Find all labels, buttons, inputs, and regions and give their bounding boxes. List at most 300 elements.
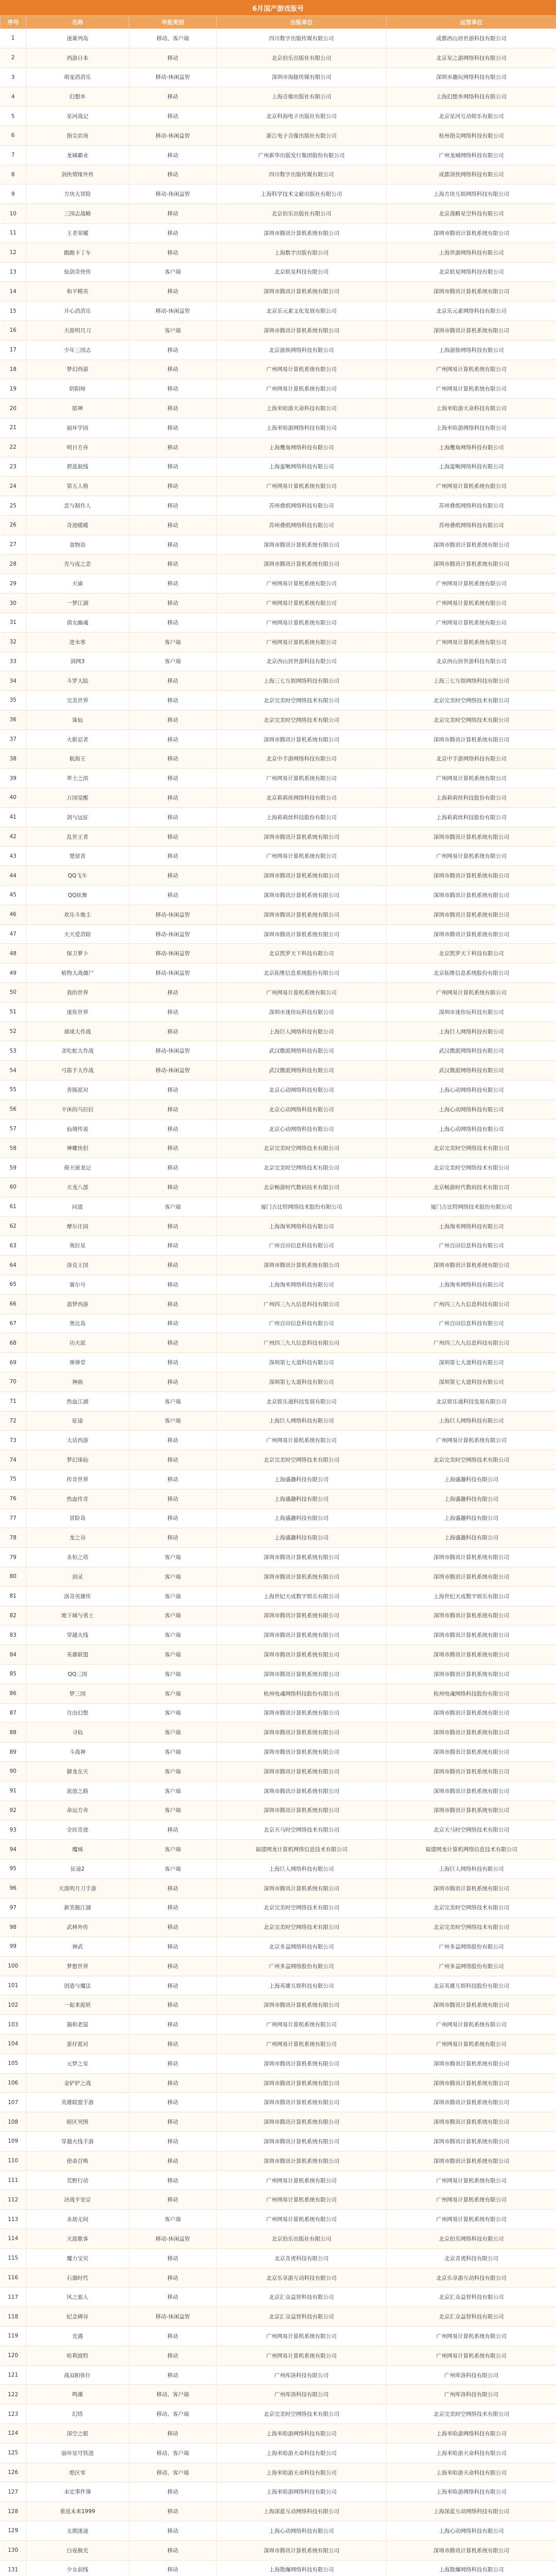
cell-name: 崩坏学园 [26, 418, 129, 437]
cell-index: 17 [1, 340, 26, 360]
table-row [1, 2463, 556, 2482]
cell-name: 英雄联盟 [26, 1645, 129, 1665]
cell-index: 25 [1, 496, 26, 516]
cell-category: 移动 [129, 2035, 217, 2054]
cell-publisher: 北京科海电子出版社有限公司 [217, 107, 387, 126]
cell-index: 31 [1, 613, 26, 632]
cell-operator: 武汉微派网络科技有限公司 [387, 1061, 556, 1080]
table-row [1, 145, 556, 165]
cell-operator: 上海心动网络科技有限公司 [387, 1119, 556, 1139]
cell-publisher: 上海巨人网络科技有限公司 [217, 1859, 387, 1878]
cell-index: 23 [1, 457, 26, 477]
cell-category: 移动 [129, 2365, 217, 2385]
cell-operator: 广州网易计算机系统有限公司 [387, 846, 556, 866]
cell-name: 神雕侠侣 [26, 1139, 129, 1158]
table-row [1, 1684, 556, 1703]
cell-index: 100 [1, 1956, 26, 1976]
cell-index: 106 [1, 2073, 26, 2093]
cell-index: 118 [1, 2307, 26, 2327]
cell-category: 移动 [129, 340, 217, 360]
cell-index: 12 [1, 243, 26, 262]
cell-name: 指尖农场 [26, 126, 129, 145]
table-row [1, 2502, 556, 2521]
cell-category: 移动 [129, 2073, 217, 2093]
cell-category: 客户端 [129, 632, 217, 652]
cell-index: 99 [1, 1937, 26, 1957]
cell-category: 移动 [129, 1333, 217, 1353]
cell-operator: 苏州叠纸网络科技有限公司 [387, 496, 556, 516]
table-row [1, 846, 556, 866]
cell-name: 风之旅人 [26, 2287, 129, 2307]
cell-index: 93 [1, 1820, 26, 1840]
cell-name: 三国志战略 [26, 204, 129, 224]
cell-category: 移动 [129, 2540, 217, 2560]
cell-category: 移动、客户端 [129, 29, 217, 48]
table-row [1, 2210, 556, 2229]
cell-name: 荒野行动 [26, 2171, 129, 2190]
cell-publisher: 深圳市腾讯计算机系统有限公司 [217, 1723, 387, 1742]
cell-index: 128 [1, 2502, 26, 2521]
cell-name: 方块大冒险 [26, 184, 129, 204]
cell-name: 热血江湖 [26, 1392, 129, 1411]
cell-operator: 深圳市腾讯计算机系统有限公司 [387, 1606, 556, 1625]
license-table [0, 15, 556, 2576]
cell-name: 球球大作战 [26, 1022, 129, 1041]
table-row [1, 1256, 556, 1275]
cell-index: 81 [1, 1586, 26, 1606]
table-row [1, 477, 556, 496]
cell-operator: 广州库洛科技有限公司 [387, 2365, 556, 2385]
cell-index: 73 [1, 1431, 26, 1450]
cell-publisher: 北京娱乐通科技发展有限公司 [217, 1392, 387, 1411]
cell-operator: 北京完美时空网络技术有限公司 [387, 2404, 556, 2424]
cell-category: 移动 [129, 1236, 217, 1256]
table-header-row [1, 16, 556, 29]
cell-operator: 上海米哈游天命科技有限公司 [387, 399, 556, 418]
table-row [1, 2190, 556, 2210]
cell-publisher: 广州网易计算机系统有限公司 [217, 846, 387, 866]
cell-publisher: 浙江电子音像出版社有限公司 [217, 126, 387, 145]
cell-index: 3 [1, 67, 26, 87]
cell-publisher: 深圳市腾讯计算机系统有限公司 [217, 320, 387, 340]
cell-name: 武林外传 [26, 1918, 129, 1937]
cell-category: 移动、客户端 [129, 2404, 217, 2424]
cell-publisher: 上海淘米网络科技有限公司 [217, 1216, 387, 1236]
cell-operator: 深圳第七大道科技有限公司 [387, 1353, 556, 1372]
cell-index: 83 [1, 1625, 26, 1645]
cell-publisher: 深圳市腾讯计算机系统有限公司 [217, 1801, 387, 1820]
cell-index: 26 [1, 515, 26, 535]
cell-operator: 广州多益网络股份有限公司 [387, 1937, 556, 1957]
cell-category: 移动-休闲益智 [129, 924, 217, 944]
cell-name: 征途2 [26, 1859, 129, 1878]
table-row [1, 769, 556, 788]
cell-operator: 北京奇虎科技有限公司 [387, 2248, 556, 2268]
cell-name: 穿越火线 [26, 1625, 129, 1645]
table-row [1, 1742, 556, 1762]
cell-operator: 北京完美时空网络技术有限公司 [387, 710, 556, 730]
cell-operator: 杭州电魂网络科技股份有限公司 [387, 1684, 556, 1703]
cell-index: 131 [1, 2560, 26, 2576]
cell-publisher: 深圳市海豚传媒有限公司 [217, 67, 387, 87]
cell-publisher: 上海科学技术文献出版社有限公司 [217, 184, 387, 204]
table-row [1, 48, 556, 67]
cell-name: 洛克王国 [26, 1256, 129, 1275]
cell-publisher: 深圳市腾讯计算机系统有限公司 [217, 2093, 387, 2112]
cell-operator: 深圳市腾讯计算机系统有限公司 [387, 282, 556, 301]
table-row [1, 1216, 556, 1236]
cell-index: 41 [1, 807, 26, 827]
cell-operator: 上海米哈游网络科技有限公司 [387, 2424, 556, 2444]
cell-publisher: 广州网易计算机系统有限公司 [217, 2190, 387, 2210]
cell-operator: 深圳市腾讯计算机系统有限公司 [387, 886, 556, 905]
cell-publisher: 深圳第七大道科技有限公司 [217, 1353, 387, 1372]
cell-operator: 北京中手游网络科技有限公司 [387, 749, 556, 769]
cell-category: 移动 [129, 1216, 217, 1236]
cell-name: 倩女幽魂 [26, 613, 129, 632]
cell-name: 剑侠情缘外传 [26, 165, 129, 184]
cell-category: 移动 [129, 1956, 217, 1976]
cell-index: 60 [1, 1178, 26, 1197]
cell-publisher: 广州四三九九信息科技有限公司 [217, 1333, 387, 1353]
cell-publisher: 深圳市腾讯计算机系统有限公司 [217, 886, 387, 905]
cell-category: 客户端 [129, 1781, 217, 1801]
cell-operator: 北京汇众益智科技有限公司 [387, 2307, 556, 2327]
cell-name: 穿越火线手游 [26, 2132, 129, 2151]
cell-publisher: 广州新华出版发行集团股份有限公司 [217, 145, 387, 165]
cell-operator: 深圳市腾讯计算机系统有限公司 [387, 1995, 556, 2015]
table-row [1, 1859, 556, 1878]
table-row [1, 1314, 556, 1333]
cell-operator: 北京凯罗天下科技有限公司 [387, 944, 556, 963]
cell-index: 58 [1, 1139, 26, 1158]
cell-name: 使命召唤 [26, 2151, 129, 2171]
cell-category: 移动-休闲益智 [129, 301, 217, 321]
cell-operator: 深圳市迷你玩科技有限公司 [387, 1002, 556, 1022]
table-row [1, 1236, 556, 1256]
cell-publisher: 深圳第七大道科技有限公司 [217, 1372, 387, 1392]
cell-index: 19 [1, 379, 26, 399]
cell-name: 开心消消乐 [26, 301, 129, 321]
cell-name: 少女前线 [26, 2560, 129, 2576]
cell-publisher: 广州网易计算机系统有限公司 [217, 594, 387, 613]
cell-publisher: 深圳市腾讯计算机系统有限公司 [217, 866, 387, 886]
cell-operator: 广州四三九九信息科技有限公司 [387, 1333, 556, 1353]
cell-publisher: 深圳市腾讯计算机系统有限公司 [217, 2132, 387, 2151]
cell-category: 移动-休闲益智 [129, 1061, 217, 1080]
table-row [1, 2093, 556, 2112]
cell-publisher: 广州网易计算机系统有限公司 [217, 574, 387, 594]
cell-category: 客户端 [129, 1197, 217, 1216]
cell-name: 地下城与勇士 [26, 1606, 129, 1625]
cell-publisher: 北京凯罗天下科技有限公司 [217, 944, 387, 963]
cell-operator: 广州网易计算机系统有限公司 [387, 2171, 556, 2190]
cell-category: 移动 [129, 48, 217, 67]
cell-operator: 上海鹰角网络科技有限公司 [387, 437, 556, 457]
cell-operator: 上海盛趣科技有限公司 [387, 1528, 556, 1548]
cell-name: 植物大战僵尸 [26, 963, 129, 983]
cell-name: 完美世界 [26, 691, 129, 710]
cell-name: 少年三国志 [26, 340, 129, 360]
table-row [1, 574, 556, 594]
cell-name: 逆水寒 [26, 632, 129, 652]
cell-operator: 北京星之游网络科技有限公司 [387, 48, 556, 67]
cell-category: 移动 [129, 437, 217, 457]
cell-name: 魔力宝贝 [26, 2248, 129, 2268]
cell-operator: 广州网易计算机系统有限公司 [387, 360, 556, 379]
cell-publisher: 苏州叠纸网络科技有限公司 [217, 496, 387, 516]
cell-index: 34 [1, 671, 26, 691]
cell-index: 33 [1, 652, 26, 671]
cell-publisher: 北京汇众益智科技有限公司 [217, 2307, 387, 2327]
cell-publisher: 上海深蓝互动网络科技有限公司 [217, 2502, 387, 2521]
cell-operator: 上海米哈游天命科技有限公司 [387, 2463, 556, 2482]
cell-index: 107 [1, 2093, 26, 2112]
cell-publisher: 北京西山居世游科技有限公司 [217, 652, 387, 671]
table-row [1, 515, 556, 535]
cell-name: 御龙在天 [26, 1761, 129, 1781]
cell-category: 移动 [129, 379, 217, 399]
cell-index: 78 [1, 1528, 26, 1548]
cell-name: 天涯歌客 [26, 2229, 129, 2249]
cell-name: 洛奇英雄传 [26, 1586, 129, 1606]
cell-publisher: 北京伯乐出版社有限公司 [217, 2229, 387, 2249]
table-row [1, 671, 556, 691]
cell-operator: 广州网易计算机系统有限公司 [387, 477, 556, 496]
table-row [1, 866, 556, 886]
cell-index: 98 [1, 1918, 26, 1937]
cell-publisher: 北京完美时空网络技术有限公司 [217, 710, 387, 730]
cell-operator: 上海世游网络科技有限公司 [387, 243, 556, 262]
cell-name: 和平精英 [26, 282, 129, 301]
cell-publisher: 北京心动网络科技有限公司 [217, 1099, 387, 1119]
cell-operator: 深圳市腾讯计算机系统有限公司 [387, 730, 556, 749]
cell-index: 105 [1, 2054, 26, 2073]
table-row [1, 1099, 556, 1119]
cell-index: 113 [1, 2210, 26, 2229]
cell-operator: 上海盛趣科技有限公司 [387, 1469, 556, 1489]
cell-name: 梦幻西游 [26, 360, 129, 379]
cell-category: 移动 [129, 1918, 217, 1937]
cell-category: 移动 [129, 282, 217, 301]
cell-name: 斗罗大陆 [26, 671, 129, 691]
cell-operator: 北京完美时空网络技术有限公司 [387, 1450, 556, 1470]
cell-operator: 北京软星网络科技有限公司 [387, 262, 556, 282]
cell-operator: 北京完美时空网络技术有限公司 [387, 1898, 556, 1918]
cell-publisher: 深圳市腾讯计算机系统有限公司 [217, 2073, 387, 2093]
cell-publisher: 苏州叠纸网络科技有限公司 [217, 515, 387, 535]
cell-category: 移动 [129, 710, 217, 730]
table-row [1, 2151, 556, 2171]
cell-name: 保卫萝卜 [26, 944, 129, 963]
cell-name: 香肠派对 [26, 1080, 129, 1100]
cell-category: 移动 [129, 886, 217, 905]
cell-category: 客户端 [129, 2210, 217, 2229]
cell-index: 91 [1, 1781, 26, 1801]
cell-category: 移动、客户端 [129, 2463, 217, 2482]
cell-category: 移动 [129, 1995, 217, 2015]
cell-name: 龙城霸业 [26, 145, 129, 165]
cell-index: 114 [1, 2229, 26, 2249]
cell-publisher: 广州网易计算机系统有限公司 [217, 477, 387, 496]
cell-category: 移动 [129, 2093, 217, 2112]
cell-name: 传奇世界 [26, 1469, 129, 1489]
cell-name: 弓箭手大作战 [26, 1061, 129, 1080]
cell-index: 70 [1, 1372, 26, 1392]
cell-publisher: 广州网易计算机系统有限公司 [217, 2171, 387, 2190]
cell-name: 征途 [26, 1411, 129, 1431]
cell-name: 无期迷途 [26, 2521, 129, 2541]
table-row [1, 1548, 556, 1567]
cell-name: 光遇 [26, 2327, 129, 2346]
cell-name: 一梦江湖 [26, 594, 129, 613]
cell-name: 龙之谷 [26, 1528, 129, 1548]
cell-publisher: 北京软星科技有限公司 [217, 262, 387, 282]
table-row [1, 418, 556, 437]
table-row [1, 437, 556, 457]
cell-operator: 苏州叠纸网络科技有限公司 [387, 515, 556, 535]
cell-name: 乱世王者 [26, 827, 129, 846]
cell-operator: 上海淘米网络科技有限公司 [387, 1275, 556, 1295]
table-row [1, 1567, 556, 1586]
cell-index: 94 [1, 1840, 26, 1859]
cell-name: 赛尔号 [26, 1275, 129, 1295]
cell-category: 移动、客户端 [129, 2385, 217, 2404]
cell-name: 天谕 [26, 574, 129, 594]
cell-name: 食物语 [26, 535, 129, 554]
cell-index: 95 [1, 1859, 26, 1878]
cell-category: 客户端 [129, 1723, 217, 1742]
table-row [1, 2035, 556, 2054]
cell-publisher: 上海米哈游天命科技有限公司 [217, 2463, 387, 2482]
cell-category: 移动、客户端 [129, 2443, 217, 2463]
cell-publisher: 武汉微派网络科技有限公司 [217, 1061, 387, 1080]
table-row [1, 1703, 556, 1723]
cell-operator: 深圳市趣玩网络科技有限公司 [387, 67, 556, 87]
cell-publisher: 广州网易计算机系统有限公司 [217, 769, 387, 788]
cell-name: 天龙八部 [26, 1178, 129, 1197]
cell-category: 移动 [129, 1178, 217, 1197]
cell-index: 49 [1, 963, 26, 983]
cell-index: 14 [1, 282, 26, 301]
cell-index: 74 [1, 1450, 26, 1470]
cell-category: 移动 [129, 1099, 217, 1119]
cell-publisher: 深圳市腾讯计算机系统有限公司 [217, 1645, 387, 1665]
cell-index: 10 [1, 204, 26, 224]
table-row [1, 262, 556, 282]
cell-operator: 深圳市腾讯计算机系统有限公司 [387, 2073, 556, 2093]
cell-operator: 北京英雄互娱科技股份有限公司 [387, 1976, 556, 1995]
cell-publisher: 北京天马时空网络技术有限公司 [217, 1820, 387, 1840]
cell-category: 移动 [129, 2327, 217, 2346]
cell-category: 移动 [129, 535, 217, 554]
cell-operator: 上海莉莉丝科技股份有限公司 [387, 788, 556, 808]
table-row [1, 1723, 556, 1742]
cell-operator: 深圳第七大道科技有限公司 [387, 1372, 556, 1392]
cell-operator: 上海米哈游网络科技有限公司 [387, 418, 556, 437]
cell-index: 71 [1, 1392, 26, 1411]
cell-category: 客户端 [129, 1586, 217, 1606]
cell-category: 移动-休闲益智 [129, 2307, 217, 2327]
table-row [1, 2327, 556, 2346]
cell-index: 126 [1, 2463, 26, 2482]
cell-publisher: 上海米哈游网络科技有限公司 [217, 2424, 387, 2444]
table-row [1, 730, 556, 749]
cell-publisher: 上海心动网络科技有限公司 [217, 2521, 387, 2541]
cell-operator: 成都西山居世游科技有限公司 [387, 29, 556, 48]
cell-category: 移动 [129, 107, 217, 126]
cell-category: 客户端 [129, 1664, 217, 1684]
cell-category: 移动 [129, 846, 217, 866]
cell-category: 移动 [129, 769, 217, 788]
table-row [1, 2346, 556, 2365]
cell-publisher: 上海莉莉丝科技股份有限公司 [217, 807, 387, 827]
cell-category: 移动 [129, 515, 217, 535]
table-row [1, 924, 556, 944]
cell-operator: 深圳市腾讯计算机系统有限公司 [387, 827, 556, 846]
cell-publisher: 广州网易计算机系统有限公司 [217, 379, 387, 399]
cell-index: 27 [1, 535, 26, 554]
cell-index: 18 [1, 360, 26, 379]
cell-publisher: 北京完美时空网络技术有限公司 [217, 2404, 387, 2424]
cell-index: 68 [1, 1333, 26, 1353]
cell-index: 67 [1, 1314, 26, 1333]
cell-name: 全民奇迹 [26, 1820, 129, 1840]
table-row [1, 1469, 556, 1489]
cell-category: 移动 [129, 204, 217, 224]
cell-publisher: 深圳市腾讯计算机系统有限公司 [217, 1781, 387, 1801]
cell-operator: 广州网易计算机系统有限公司 [387, 594, 556, 613]
table-row [1, 2560, 556, 2576]
cell-operator: 深圳市腾讯计算机系统有限公司 [387, 320, 556, 340]
cell-name: 哈利波特 [26, 2346, 129, 2365]
cell-name: 重返未来1999 [26, 2502, 129, 2521]
cell-index: 40 [1, 788, 26, 808]
cell-name: 剑灵 [26, 1567, 129, 1586]
table-row [1, 223, 556, 243]
cell-operator: 深圳市腾讯计算机系统有限公司 [387, 924, 556, 944]
table-row [1, 2482, 556, 2502]
cell-publisher: 四川数字出版传媒有限公司 [217, 29, 387, 48]
cell-category: 移动 [129, 671, 217, 691]
table-row [1, 807, 556, 827]
cell-index: 6 [1, 126, 26, 145]
cell-index: 47 [1, 924, 26, 944]
cell-publisher: 广州多益网络股份有限公司 [217, 1956, 387, 1976]
cell-operator: 北京娱乐通科技发展有限公司 [387, 1392, 556, 1411]
table-row [1, 1372, 556, 1392]
cell-name: 蛋仔派对 [26, 2035, 129, 2054]
cell-publisher: 北京完美时空网络技术有限公司 [217, 1918, 387, 1937]
cell-publisher: 深圳市腾讯计算机系统有限公司 [217, 730, 387, 749]
cell-publisher: 杭州电魂网络科技股份有限公司 [217, 1684, 387, 1703]
cell-name: 永恒之塔 [26, 1548, 129, 1567]
header-category: 申报类别 [129, 16, 217, 29]
cell-operator: 上海盛趣科技有限公司 [387, 1489, 556, 1509]
cell-category: 客户端 [129, 1411, 217, 1431]
cell-category: 移动 [129, 807, 217, 827]
cell-operator: 上海心动网络科技有限公司 [387, 1080, 556, 1100]
cell-name: 造梦西游 [26, 1294, 129, 1314]
cell-category: 移动 [129, 1976, 217, 1995]
cell-name: 绝区零 [26, 2463, 129, 2482]
cell-index: 65 [1, 1275, 26, 1295]
cell-category: 移动 [129, 1489, 217, 1509]
cell-name: 天涯明月刀手游 [26, 1878, 129, 1898]
cell-publisher: 深圳市腾讯计算机系统有限公司 [217, 1742, 387, 1762]
cell-operator: 广州库洛科技有限公司 [387, 2385, 556, 2404]
cell-publisher: 北京拓维信息系统股份有限公司 [217, 963, 387, 983]
